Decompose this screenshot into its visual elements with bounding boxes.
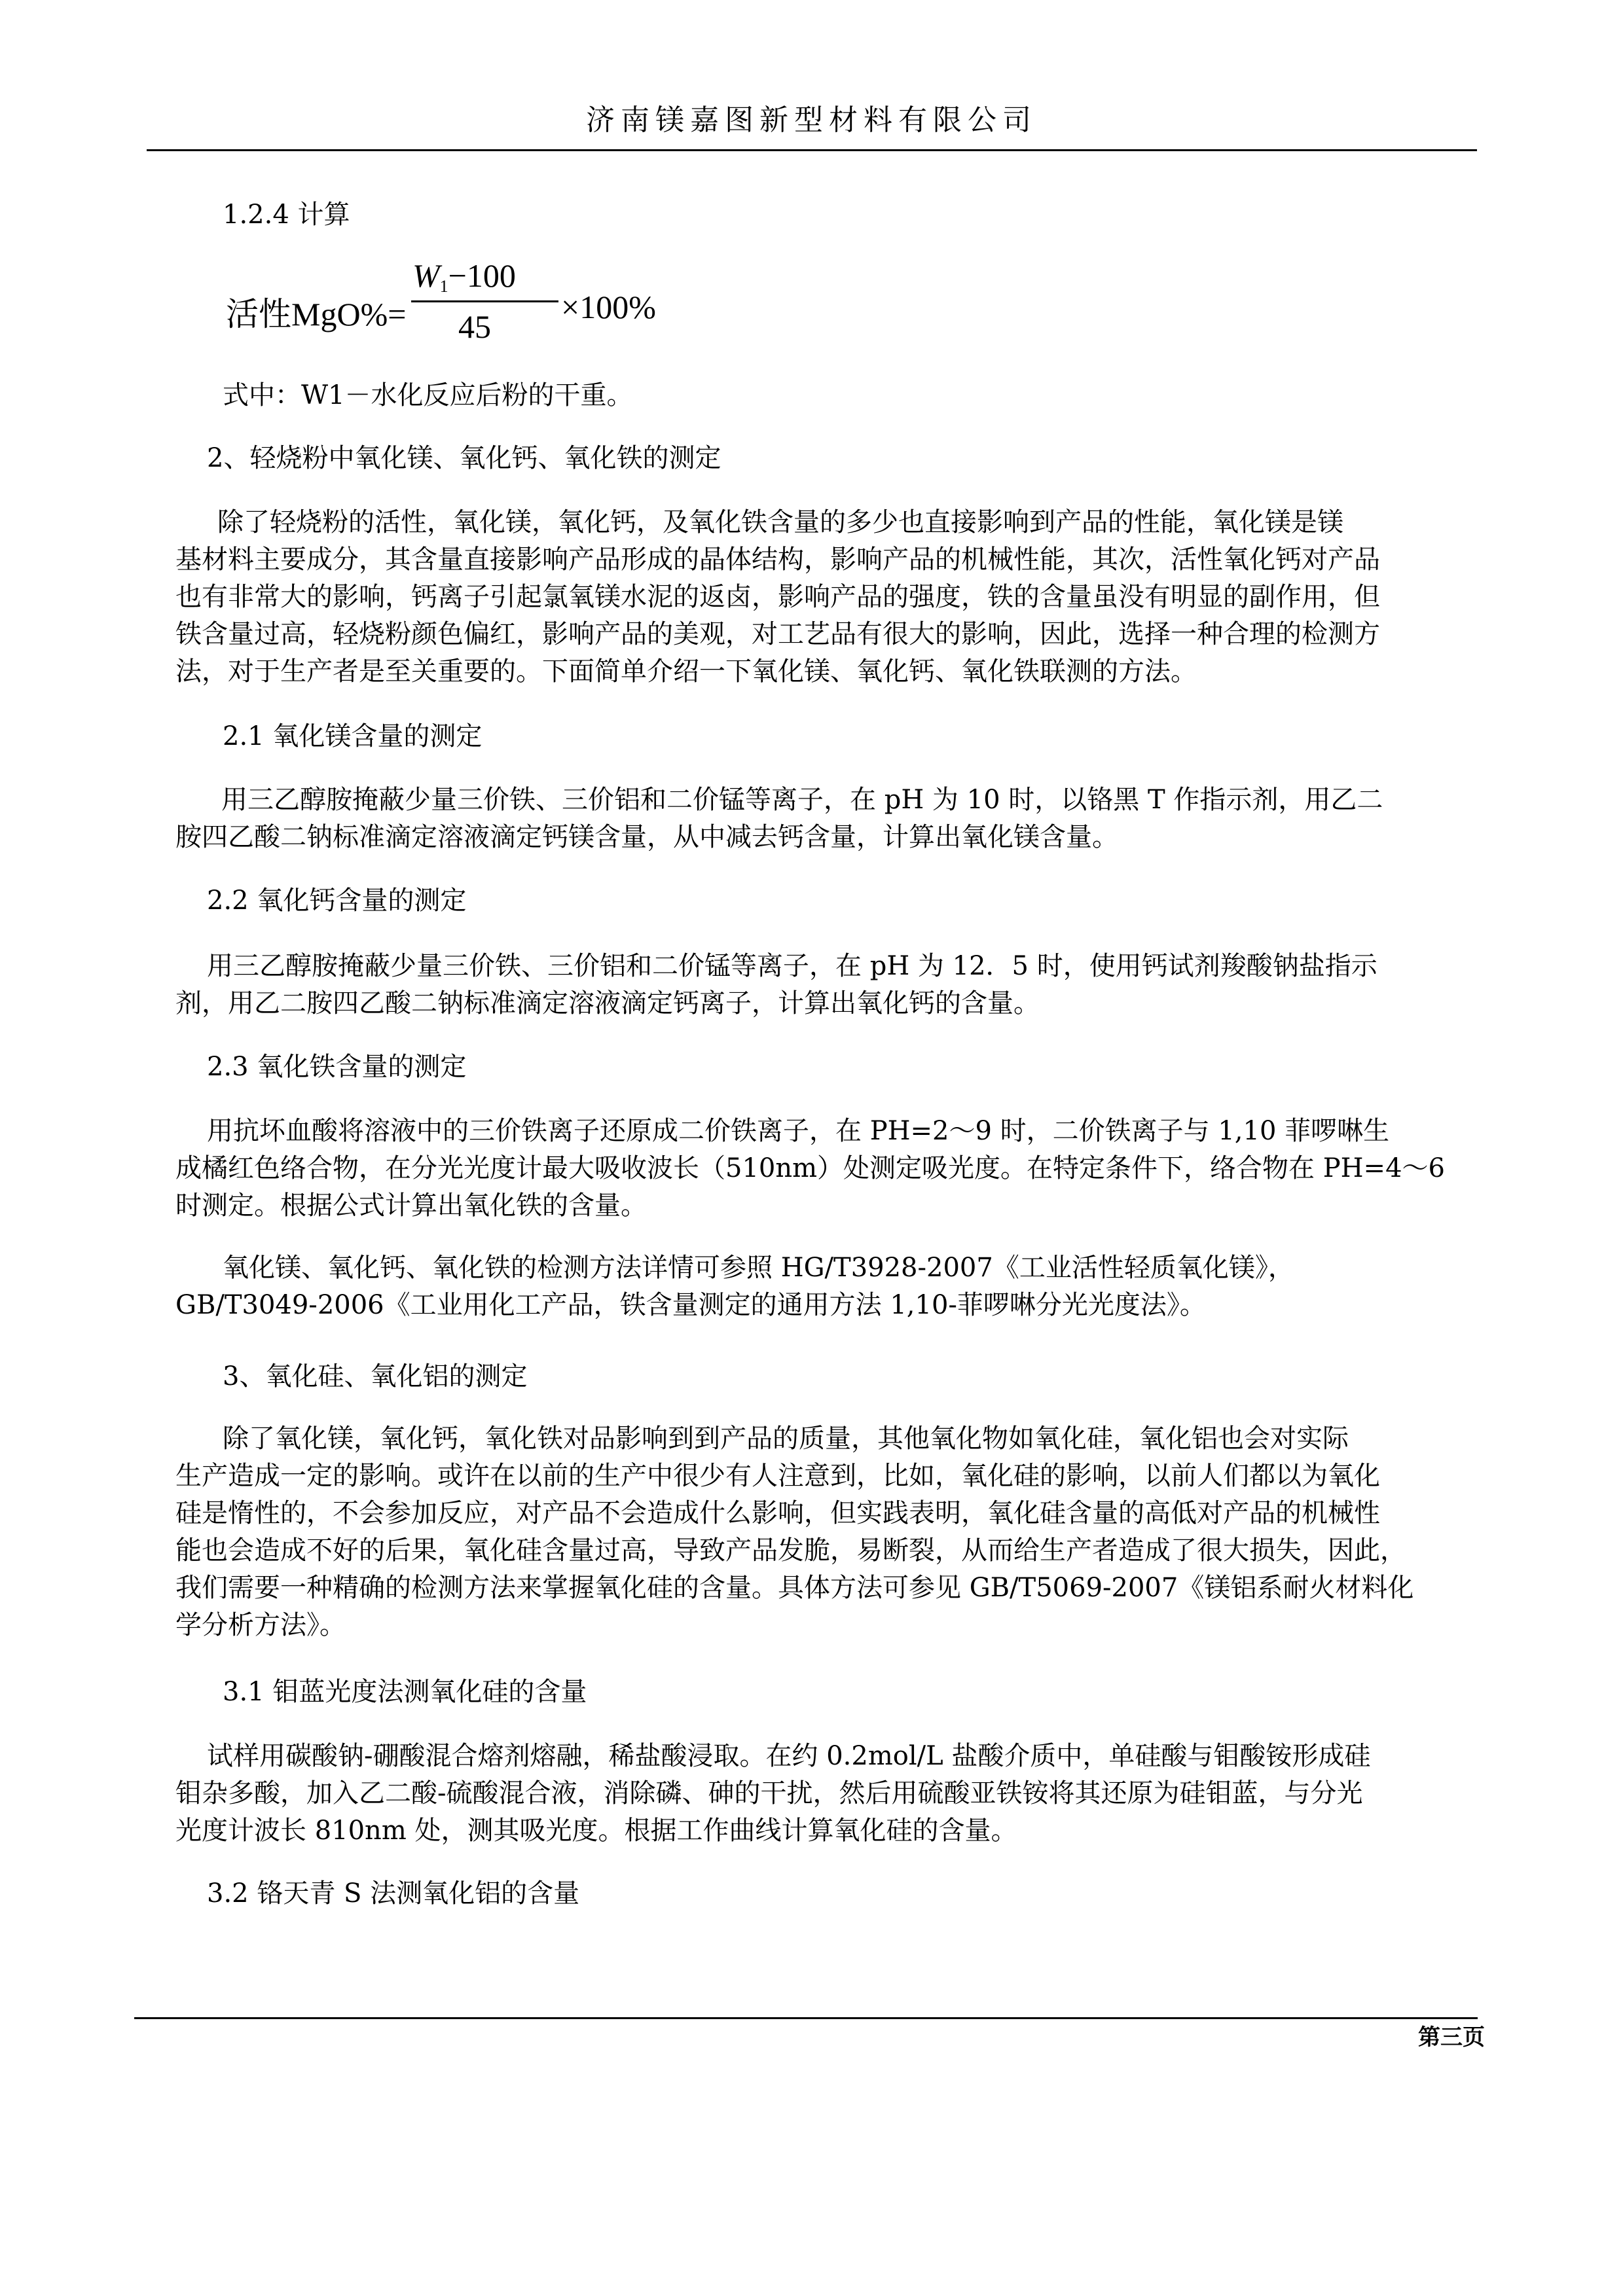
formula-fraction-bar [411, 300, 558, 302]
section-heading-2: 2、轻烧粉中氧化镁、氧化钙、氧化铁的测定 [207, 443, 721, 473]
paragraph-line: 学分析方法》。 [175, 1610, 346, 1640]
paragraph-line: 也有非常大的影响，钙离子引起氯氧镁水泥的返卤，影响产品的强度，铁的含量虽没有明显的副作用，但 [175, 582, 1380, 612]
section-heading-2-3: 2.3 氧化铁含量的测定 [207, 1052, 467, 1082]
formula-note: 式中：W1－水化反应后粉的干重。 [223, 380, 633, 410]
paragraph-line: GB/T3049-2006《工业用化工产品，铁含量测定的通用方法 1,10-菲啰啉分光光度法》。 [175, 1290, 1206, 1320]
page-number: 第三页 [1418, 2024, 1485, 2051]
section-heading-2-1: 2.1 氧化镁含量的测定 [223, 721, 483, 751]
paragraph-line: 剂，用乙二胺四乙酸二钠标准滴定溶液滴定钙离子，计算出氧化钙的含量。 [175, 988, 1040, 1018]
paragraph-line: 用抗坏血酸将溶液中的三价铁离子还原成二价铁离子，在 PH=2～9 时，二价铁离子与 1,10 菲啰啉生 [207, 1116, 1390, 1146]
paragraph-line: 用三乙醇胺掩蔽少量三价铁、三价铝和二价锰等离子，在 pH 为 12．5 时，使用钙试剂羧酸钠盐指示 [207, 951, 1377, 981]
formula-numerator-var: W [412, 257, 440, 294]
paragraph-line: 除了轻烧粉的活性，氧化镁，氧化钙，及氧化铁含量的多少也直接影响到产品的性能，氧化镁是镁 [217, 507, 1343, 537]
paragraph-line: 时测定。根据公式计算出氧化铁的含量。 [175, 1191, 647, 1221]
company-header: 济南镁嘉图新型材料有限公司 [586, 103, 1037, 137]
paragraph-line: 我们需要一种精确的检测方法来掌握氧化硅的含量。具体方法可参见 GB/T5069-2007《镁铝系耐火材料化 [175, 1573, 1414, 1603]
paragraph-line: 铁含量过高，轻烧粉颜色偏红，影响产品的美观，对工艺品有很大的影响，因此，选择一种合理的检测方 [175, 619, 1380, 649]
formula-numerator-sub: 1 [439, 277, 448, 296]
paragraph-line: 试样用碳酸钠-硼酸混合熔剂熔融，稀盐酸浸取。在约 0.2mol/L 盐酸介质中，单硅酸与钼酸铵形成硅 [207, 1741, 1371, 1771]
paragraph-line: 生产造成一定的影响。或许在以前的生产中很少有人注意到，比如，氧化硅的影响，以前人们都以为氧化 [175, 1461, 1380, 1491]
paragraph-line: 胺四乙酸二钠标准滴定溶液滴定钙镁含量，从中减去钙含量，计算出氧化镁含量。 [175, 822, 1118, 852]
formula-denominator: 45 [458, 308, 491, 345]
formula-rhs: ×100% [561, 289, 656, 325]
formula-numerator-rest: −100 [448, 257, 516, 294]
section-heading-3: 3、氧化硅、氧化铝的测定 [223, 1361, 528, 1391]
paragraph-line: 光度计波长 810nm 处，测其吸光度。根据工作曲线计算氧化硅的含量。 [175, 1816, 1017, 1846]
header-divider [147, 149, 1477, 151]
paragraph-line: 氧化镁、氧化钙、氧化铁的检测方法详情可参照 HG/T3928-2007《工业活性轻质氧化镁》， [223, 1253, 1294, 1283]
paragraph-line: 能也会造成不好的后果，氧化硅含量过高，导致产品发脆，易断裂，从而给生产者造成了很大损失，因此， [175, 1535, 1406, 1566]
paragraph-line: 用三乙醇胺掩蔽少量三价铁、三价铝和二价锰等离子，在 pH 为 10 时，以铬黑 T 作指示剂，用乙二 [221, 785, 1383, 815]
paragraph-line: 法，对于生产者是至关重要的。下面简单介绍一下氧化镁、氧化钙、氧化铁联测的方法。 [175, 656, 1197, 687]
section-heading-3-2: 3.2 铬天青 S 法测氧化铝的含量 [207, 1878, 580, 1909]
footer-divider [134, 2017, 1478, 2019]
section-heading-3-1: 3.1 钼蓝光度法测氧化硅的含量 [223, 1677, 587, 1707]
paragraph-line: 基材料主要成分，其含量直接影响产品形成的晶体结构，影响产品的机械性能，其次，活性氧化钙对产品 [175, 545, 1380, 575]
paragraph-line: 成橘红色络合物，在分光光度计最大吸收波长（510nm）处测定吸光度。在特定条件下，络合物在 PH=4～6 [175, 1153, 1445, 1183]
section-heading-1-2-4: 1.2.4 计算 [223, 200, 350, 230]
paragraph-line: 钼杂多酸，加入乙二酸-硫酸混合液，消除磷、砷的干扰，然后用硫酸亚铁铵将其还原为硅钼蓝，与分光 [175, 1778, 1363, 1808]
paragraph-line: 硅是惰性的，不会参加反应，对产品不会造成什么影响，但实践表明，氧化硅含量的高低对产品的机械性 [175, 1498, 1380, 1528]
formula-lhs: 活性MgO%= [226, 296, 407, 332]
section-heading-2-2: 2.2 氧化钙含量的测定 [207, 886, 467, 916]
formula-numerator [412, 257, 516, 296]
paragraph-line: 除了氧化镁，氧化钙，氧化铁对品影响到到产品的质量，其他氧化物如氧化硅，氧化铝也会对实际 [223, 1424, 1349, 1454]
